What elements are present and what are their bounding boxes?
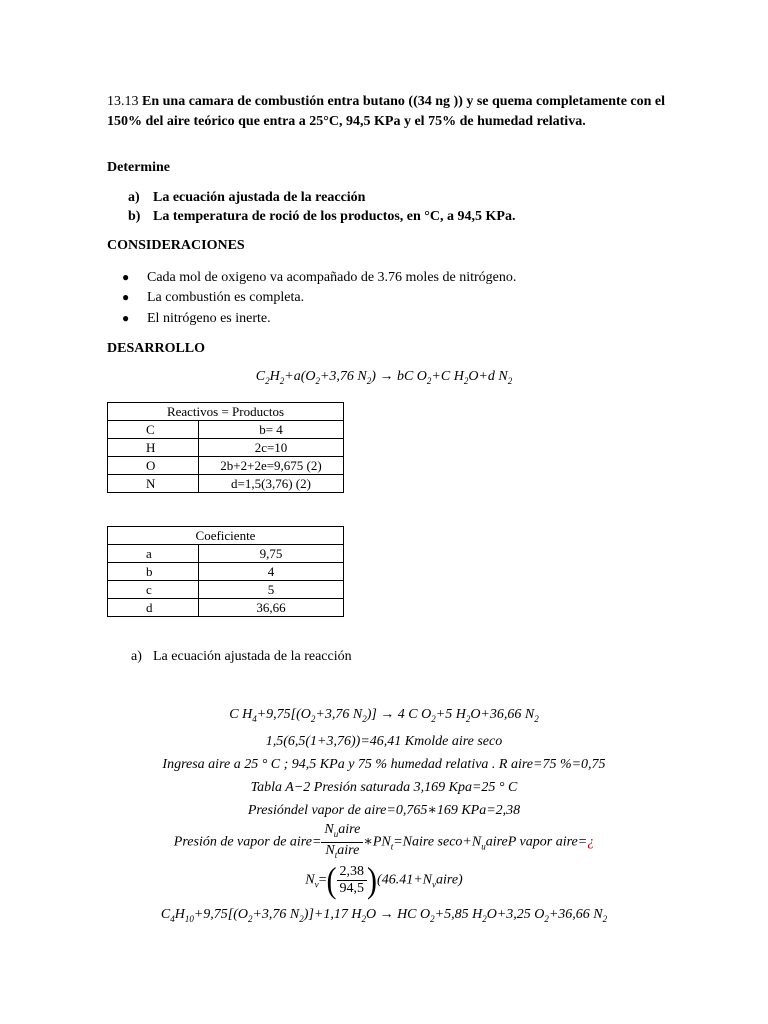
balance-element: H: [108, 439, 199, 457]
saturation-pressure-equation: Tabla A−2 Presión saturada 3,169 Kpa=25 ° C: [250, 780, 518, 795]
eq-text: aire): [436, 872, 463, 888]
balance-value: 2b+2+2e=9,675 (2): [199, 457, 344, 475]
eq-text: 94,5: [339, 881, 365, 896]
eq-text: N: [305, 872, 315, 888]
eq-text: aire: [338, 822, 361, 837]
final-combustion-equation: $C_4H_{10}+9,75[(O_2+3,76$ $N_2)]+1,17$ $H_2O$ → HC $O_2+5,85$ $H_2O+3,25$ $O_2+36,66$ $N_2$: [160, 907, 608, 924]
bullet-dot-icon: ●: [122, 311, 130, 325]
table-row: [108, 439, 344, 457]
coefficient-value: 36,66: [199, 599, 344, 617]
balance-value: b= 4: [199, 421, 344, 439]
determine-heading: Determine: [107, 160, 170, 175]
coefficient-name: b: [108, 563, 199, 581]
balance-element: O: [108, 457, 199, 475]
table-row: [108, 599, 344, 617]
table-row: [108, 545, 344, 563]
determine-item-text: La temperatura de roció de los productos, en °C, a 94,5 KPa.: [153, 209, 516, 224]
eq-sub: v: [314, 879, 319, 890]
determine-item-label: a): [128, 190, 140, 205]
eq-sub: t: [390, 841, 394, 852]
coefficient-value: 9,75: [199, 545, 344, 563]
coefficient-value: 4: [199, 563, 344, 581]
eq-sub: t: [334, 849, 338, 860]
determine-item-a: [128, 190, 365, 206]
problem-text: En una camara de combustión entra butano ((34 ng )) y se quema completamente con el 150% del aire teórico que entra a 25°C, 94,5 KPa y el 75% de humedad relativa.: [107, 94, 666, 129]
balance-value: d=1,5(3,76) (2): [199, 475, 344, 493]
error-mark: ¿: [587, 834, 595, 850]
part-a-text: La ecuación ajustada de la reacción: [153, 649, 352, 664]
table-row: [108, 581, 344, 599]
coefficient-table-header: Coeficiente: [108, 527, 344, 545]
consideration-item: [122, 270, 516, 286]
balanced-equation: C $H_4+9,75[(O_2+3,76$ $N_2)] \to 4$ C $O_2+5$ $H_2O+36,66$ $N_2$: [229, 707, 539, 724]
consideration-text: La combustión es completa.: [147, 290, 305, 305]
consideration-text: Cada mol de oxigeno va acompañado de 3.76 moles de nitrógeno.: [147, 270, 517, 285]
part-a-label: a): [131, 649, 142, 664]
determine-item-b: [128, 209, 515, 225]
fraction: [337, 864, 368, 897]
vapor-moles-equation: $N_v=$( $\frac{2,38}{94,5}$ )$(46.41+N_vaire)$: [305, 860, 463, 900]
eq-text: aireP vapor aire=: [485, 834, 588, 850]
eq-sub: v: [432, 879, 436, 890]
eq-text: N: [325, 842, 335, 858]
eq-text: ∗PN: [363, 834, 391, 850]
bullet-dot-icon: ●: [122, 290, 130, 304]
balance-table-header: Reactivos = Productos: [108, 403, 344, 421]
consideration-text: El nitrógeno es inerte.: [147, 311, 271, 326]
bullet-dot-icon: ●: [122, 270, 130, 284]
coefficient-name: c: [108, 581, 199, 599]
coefficient-value: 5: [199, 581, 344, 599]
balance-element: N: [108, 475, 199, 493]
eq-text: (46.41+N: [377, 872, 432, 888]
coefficient-table: [107, 526, 344, 617]
eq-sub: u: [481, 841, 486, 852]
fraction: [321, 822, 363, 863]
determine-item-text: La ecuación ajustada de la reacción: [153, 190, 366, 205]
vapor-pressure-equation: Presióndel vapor de aire=0,765∗169 KPa=2,38: [247, 803, 521, 818]
balance-value: 2c=10: [199, 439, 344, 457]
coefficient-name: a: [108, 545, 199, 563]
reaction-equation: $C_2H_2+a(O_2+3,76$ $N_2$) → bC $O_2+C$ $H_2O+d$ $N_2$: [255, 369, 513, 386]
table-row: [108, 563, 344, 581]
dry-air-equation: 1,5(6,5(1+3,76))=46,41 Kmolde aire seco: [265, 734, 503, 749]
eq-text: 2,38: [337, 864, 368, 881]
balance-table: [107, 402, 344, 493]
eq-sub: u: [333, 828, 339, 839]
determine-item-label: b): [128, 209, 141, 224]
problem-number: 13.13: [107, 94, 139, 109]
table-row: [108, 421, 344, 439]
coefficient-name: d: [108, 599, 199, 617]
vapor-pressure-fraction-equation: [0, 822, 768, 863]
eq-text: N: [324, 822, 334, 837]
eq-text: Presión de vapor de aire=: [173, 834, 322, 850]
consideration-item: [122, 290, 304, 306]
problem-statement: [107, 92, 667, 132]
inlet-air-equation: Ingresa aire a 25 ° C ; 94,5 KPa y 75 % humedad relativa . R aire=75 %=0,75: [162, 757, 606, 772]
development-heading: DESARROLLO: [107, 341, 206, 356]
consideration-item: [122, 311, 271, 327]
table-row: [108, 457, 344, 475]
eq-text: aire: [337, 842, 360, 858]
considerations-heading: CONSIDERACIONES: [107, 238, 245, 253]
part-a-heading: [131, 649, 352, 665]
eq-text: =Naire seco+N: [393, 834, 482, 850]
table-row: [108, 475, 344, 493]
balance-element: C: [108, 421, 199, 439]
